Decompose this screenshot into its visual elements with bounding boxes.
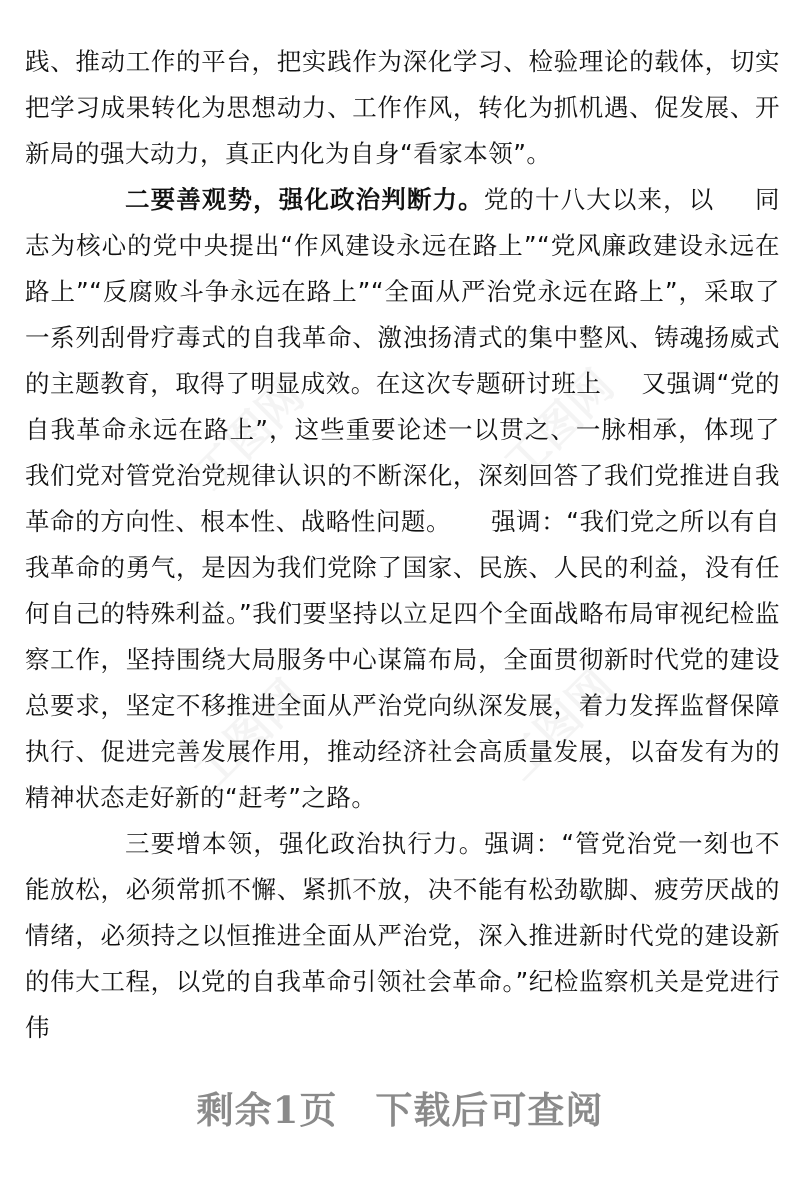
watermark: 工图网 (184, 370, 314, 500)
paragraph-3-text: 三要增本领，强化政治执行力。强调：“管党治党一刻也不能放松，必须常抓不懈、紧抓不放，决不能有松劲歇脚、疲劳厌战的情绪，必须持之以恒推进全面从严治党，深入推进新时代党的建设新的伟大工程，以党的自我革命引领社会革命。”纪检监察机关是党进行伟 (25, 829, 780, 1042)
paragraph-2-part4: 强调：“我们党之所以有自我革命的勇气，是因为我们党除了国家、民族、人民的利益，没有任何自己的特殊利益。”我们要坚持以立足四个全面战略布局审视纪检监察工作，坚持围绕大局服务中心谋篇布局，全面贯彻新时代党的建设总要求，坚定不移推进全面从严治党向纵深发展，着力发挥监督保障执行、促进完善发展作用，推动经济社会高质量发展，以奋发有为的精神状态走好新的“赶考”之路。 (25, 507, 780, 812)
paragraph-2 (25, 177, 780, 821)
watermark: 工图网 (494, 360, 624, 490)
paragraph-2-part3: 又强调“党的自我革命永远在路上”，这些重要论述一以贯之、一脉相承，体现了我们党对管党治党规律认识的不断深化，深刻回答了我们党推进自我革命的方向性、根本性、战略性问题。 (25, 369, 781, 536)
paragraph-3 (25, 821, 780, 1051)
paragraph-2-part2: 同志为核心的党中央提出“作风建设永远在路上”“党风廉政建设永远在路上”“反腐败斗争永远在路上”“全面从严治党永远在路上”，采取了一系列刮骨疗毒式的自我革命、激浊扬清式的集中整风、铸魂扬威式的主题教育，取得了明显成效。在这次专题研讨班上 (25, 185, 780, 398)
remaining-pages-label: 剩余1页 (196, 1088, 338, 1132)
paragraph-1 (25, 0, 780, 177)
download-prompt[interactable] (0, 1080, 800, 1134)
document-body (25, 0, 780, 1051)
download-hint-label: 下载后可查阅 (375, 1088, 604, 1132)
paragraph-1-text: 践、推动工作的平台，把实践作为深化学习、检验理论的载体，切实把学习成果转化为思想动力、工作作风，转化为抓机遇、促发展、开新局的强大动力，真正内化为自身“看家本领”。 (25, 47, 780, 168)
paragraph-2-part1: 党的十八大以来，以 (483, 185, 715, 214)
watermark: 工图网 (184, 670, 314, 800)
paragraph-2-lead: 二要善观势，强化政治判断力。 (125, 185, 484, 214)
watermark: 工图网 (494, 660, 624, 790)
